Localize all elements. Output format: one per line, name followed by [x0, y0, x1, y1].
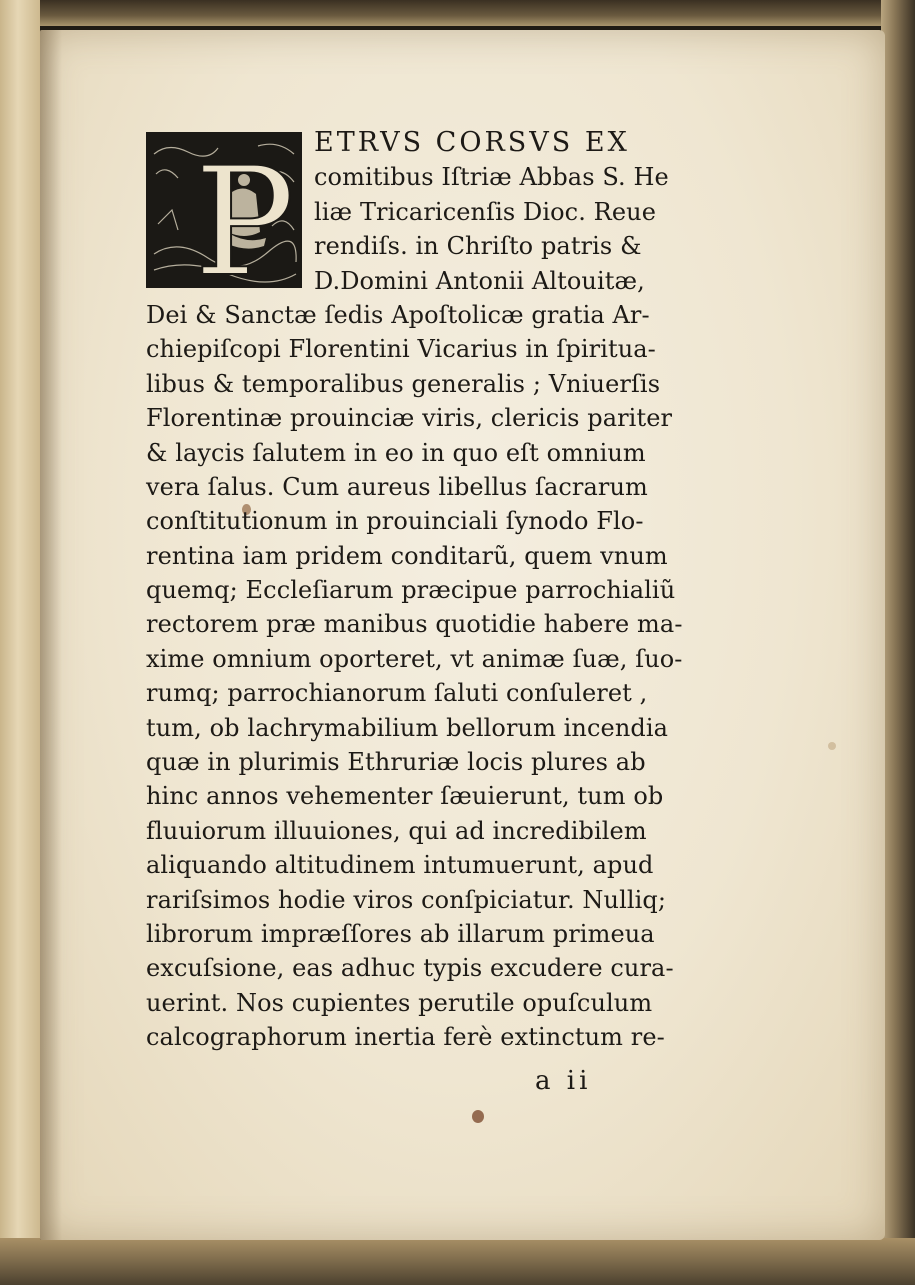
foxing-spot [472, 1110, 484, 1123]
text-line: quæ in plurimis Ethruriæ locis plures ab [146, 748, 646, 777]
text-line: Florentinæ prouinciæ viris, clericis pariter [146, 404, 673, 433]
woodcut-initial [146, 132, 302, 288]
text-line: tum, ob lachrymabilium bellorum incendia [146, 713, 669, 742]
text-line: D.Domini Antonii Altouitæ, [314, 266, 645, 295]
text-line: comitibus Iſtriæ Abbas S. He [314, 163, 669, 192]
text-line: excuſsione, eas adhuc typis excudere cura- [146, 954, 674, 983]
text-line: librorum impræſſores ab illarum primeua [146, 919, 655, 948]
binding-left-edge [0, 0, 40, 1285]
text-line: rumq; parrochianorum ſaluti conſuleret , [146, 679, 648, 708]
body-text-block [146, 126, 686, 1055]
text-line: quemq; Eccleſiarum præcipue parrochialiũ [146, 576, 676, 605]
gutter-shadow [40, 30, 62, 1240]
text-line: & laycis ſalutem in eo in quo eſt omnium [146, 438, 646, 467]
text-line: liæ Tricaricenſis Dioc. Reue [314, 197, 656, 226]
text-line: xime omnium oporteret, vt animæ ſuæ, ſuo- [146, 644, 683, 673]
binding-top-edge [0, 0, 915, 26]
binding-bottom-edge [0, 1238, 915, 1285]
text-line: uerint. Nos cupientes perutile opuſculum [146, 988, 653, 1017]
text-line: hinc annos vehementer ſæuierunt, tum ob [146, 782, 664, 811]
text-line: calcographorum inertia ferè extinctum re- [146, 1023, 665, 1052]
signature-mark: a ii [535, 1066, 592, 1096]
page-stack-right-edge [881, 0, 915, 1285]
text-line: Dei & Sanctæ ſedis Apoſtolicæ gratia Ar- [146, 300, 650, 329]
drop-cap-letter: P [194, 136, 295, 286]
text-line: chiepiſcopi Florentini Vicarius in ſpiritua- [146, 335, 656, 364]
text-line: vera ſalus. Cum aureus libellus ſacrarum [146, 472, 648, 501]
text-line: rentina iam pridem conditarũ, quem vnum [146, 541, 668, 570]
text-line: rariſsimos hodie viros conſpiciatur. Nulliq; [146, 885, 667, 914]
book-page [40, 30, 885, 1240]
text-line: libus & temporalibus generalis ; Vniuerſis [146, 369, 661, 398]
text-line: ETRVS CORSVS EX [314, 127, 630, 158]
text-line: rectorem præ manibus quotidie habere ma- [146, 610, 683, 639]
text-line: conſtitutionum in prouinciali ſynodo Flo- [146, 507, 644, 536]
text-line: rendiſs. in Chriſto patris & [314, 232, 642, 261]
text-line: fluuiorum illuuiones, qui ad incredibilem [146, 816, 647, 845]
text-line: aliquando altitudinem intumuerunt, apud [146, 851, 654, 880]
foxing-spot [828, 742, 836, 750]
